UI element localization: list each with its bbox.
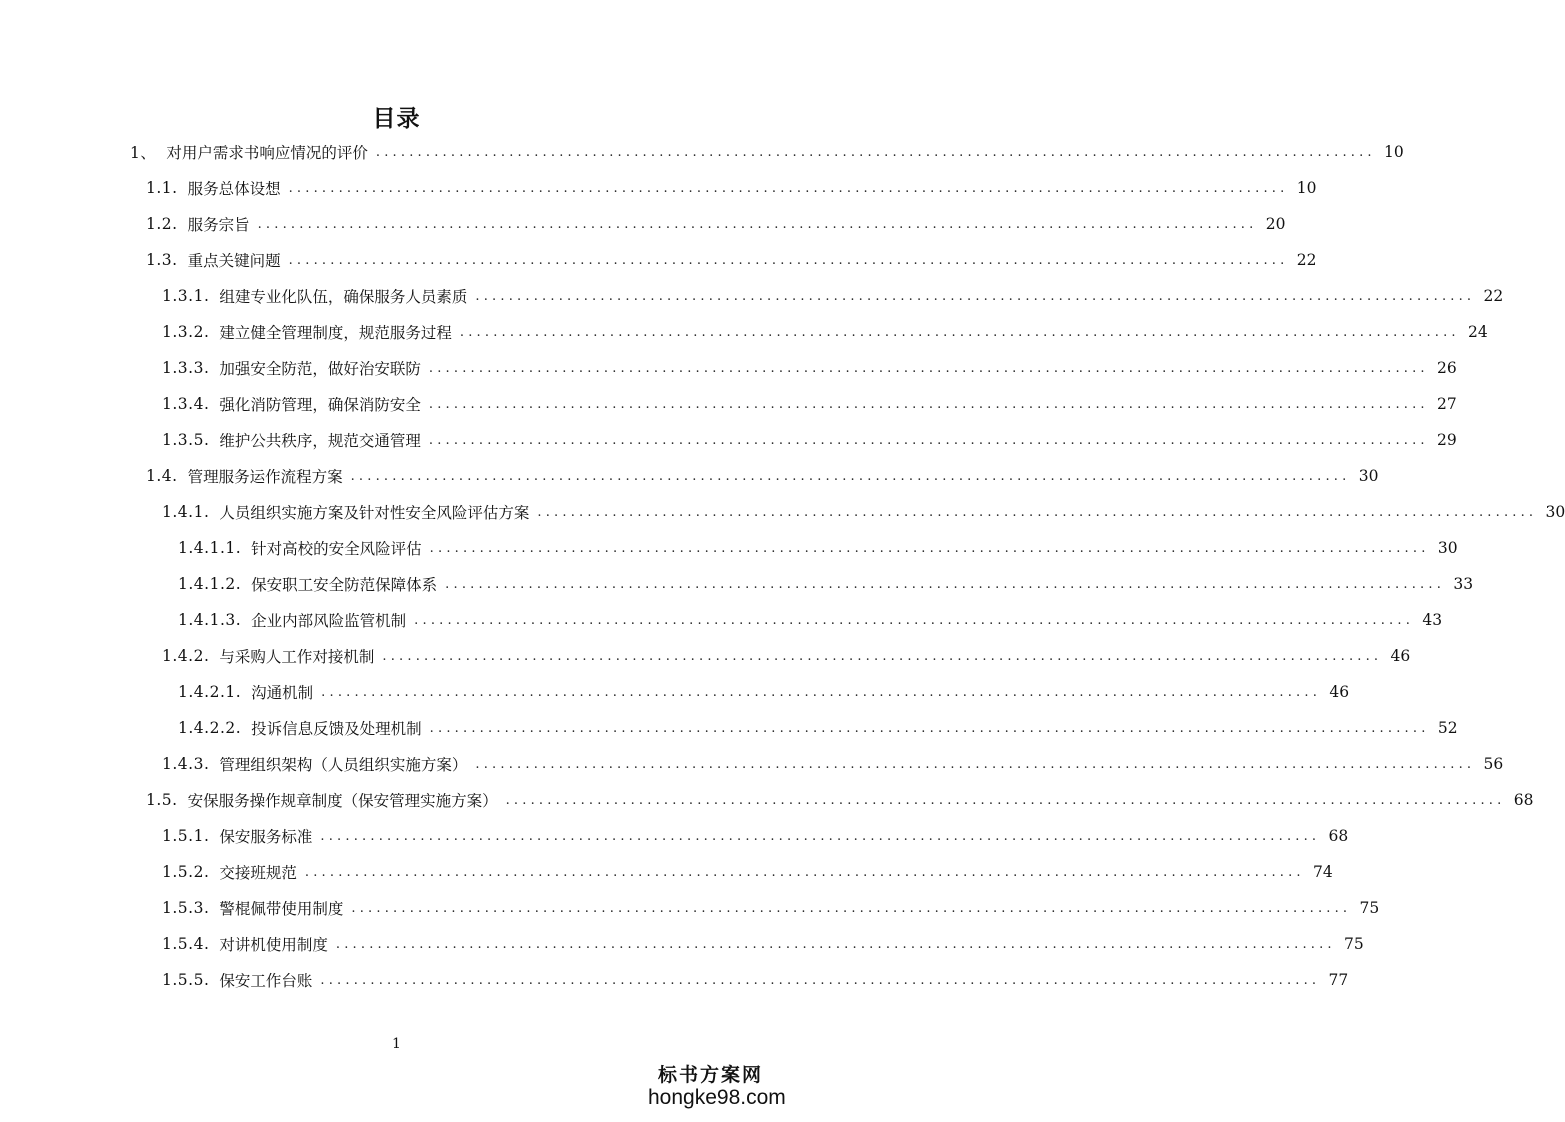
- toc-entry-page: 75: [1359, 899, 1380, 917]
- toc-entry-title: 保安服务标准: [219, 828, 313, 846]
- toc-entry-title: 人员组织实施方案及针对性安全风险评估方案: [219, 504, 530, 522]
- toc-entry-title: 警棍佩带使用制度: [219, 900, 344, 918]
- toc-leader-dots: ........................................................................................................................: [428, 432, 1429, 448]
- toc-entry-page: 68: [1513, 791, 1534, 809]
- toc-entry-title: 强化消防管理，确保消防安全: [219, 396, 421, 414]
- toc-entry-title: 组建专业化队伍，确保服务人员素质: [219, 288, 468, 306]
- toc-entry[interactable]: [162, 962, 1349, 998]
- toc-entry-number: 1.4.2.2.: [178, 719, 242, 737]
- toc-leader-dots: ........................................................................................................................: [414, 612, 1415, 628]
- toc-entry[interactable]: [146, 458, 1379, 494]
- toc-entry-number: 1.5.: [146, 791, 178, 809]
- toc-entry-number: 1.4.2.1.: [178, 683, 242, 701]
- toc-entry-number: 1.4.2.: [162, 647, 210, 665]
- toc-entry-page: 43: [1422, 611, 1443, 629]
- toc-leader-dots: ........................................................................................................................: [429, 540, 1430, 556]
- toc-entry-title: 管理服务运作流程方案: [187, 468, 343, 486]
- toc-entry[interactable]: [162, 314, 1488, 350]
- toc-entry-number: 1.3.5.: [162, 431, 210, 449]
- toc-entry[interactable]: [178, 710, 1458, 746]
- toc-leader-dots: ........................................................................................................................: [475, 288, 1476, 304]
- toc-entry-title: 沟通机制: [251, 684, 314, 702]
- toc-entry-number: 1.4.: [146, 467, 178, 485]
- toc-entry-number: 1.5.4.: [162, 935, 210, 953]
- toc-leader-dots: ........................................................................................................................: [350, 468, 1351, 484]
- page-number: 1: [392, 1036, 401, 1052]
- toc-entry-number: 1.5.3.: [162, 899, 210, 917]
- toc-entry[interactable]: [178, 674, 1350, 710]
- toc-entry-page: 75: [1344, 935, 1364, 953]
- toc-entry-title: 安保服务操作规章制度（保安管理实施方案）: [187, 792, 498, 810]
- toc-entry[interactable]: [162, 926, 1364, 962]
- toc-entry-page: 46: [1390, 647, 1411, 665]
- toc-entry-number: 1.4.1.1.: [178, 539, 242, 557]
- toc-entry-number: 1.5.5.: [162, 971, 210, 989]
- toc-entry-title: 交接班规范: [219, 864, 297, 882]
- toc-entry[interactable]: [162, 386, 1457, 422]
- toc-entry[interactable]: [178, 566, 1474, 602]
- toc-leader-dots: ........................................................................................................................: [445, 576, 1446, 592]
- toc-leader-dots: ........................................................................................................................: [304, 864, 1305, 880]
- toc-entry-page: 30: [1437, 539, 1458, 557]
- toc-leader-dots: ........................................................................................................................: [320, 828, 1321, 844]
- toc-leader-dots: ........................................................................................................................: [257, 216, 1258, 232]
- toc-entry-title: 加强安全防范，做好治安联防: [219, 360, 421, 378]
- toc-entry-page: 22: [1296, 251, 1317, 269]
- toc-entry-title: 建立健全管理制度，规范服务过程: [219, 324, 452, 342]
- toc-entry-number: 1.3.3.: [162, 359, 210, 377]
- toc-entry-title: 对用户需求书响应情况的评价: [166, 144, 368, 162]
- toc-entry-number: 1.4.3.: [162, 755, 210, 773]
- toc-entry[interactable]: [162, 854, 1333, 890]
- toc-entry-title: 重点关键问题: [187, 252, 281, 270]
- toc-entry-page: 74: [1313, 863, 1333, 881]
- toc-leader-dots: ........................................................................................................................: [428, 360, 1429, 376]
- toc-entry-number: 1.4.1.3.: [178, 611, 242, 629]
- toc-entry-page: 24: [1468, 323, 1488, 341]
- toc-leader-dots: ........................................................................................................................: [537, 504, 1538, 520]
- toc-entry-number: 1.2.: [146, 215, 178, 233]
- toc-entry[interactable]: [162, 494, 1565, 530]
- toc-entry-page: 29: [1437, 431, 1457, 449]
- toc-entry-page: 68: [1328, 827, 1349, 845]
- toc-entry[interactable]: [162, 350, 1457, 386]
- toc-entry[interactable]: [162, 422, 1457, 458]
- toc-entry-title: 服务总体设想: [187, 180, 281, 198]
- toc-entry[interactable]: [162, 818, 1349, 854]
- toc-entry[interactable]: [178, 530, 1458, 566]
- toc-entry-title: 投诉信息反馈及处理机制: [251, 720, 422, 738]
- toc-entry-page: 33: [1453, 575, 1474, 593]
- toc-entry-title: 服务宗旨: [187, 216, 250, 234]
- toc-entry-page: 20: [1265, 215, 1286, 233]
- toc-leader-dots: ........................................................................................................................: [351, 900, 1352, 916]
- toc-entry-number: 1.3.1.: [162, 287, 210, 305]
- toc-entry-page: 22: [1483, 287, 1504, 305]
- toc-leader-dots: ........................................................................................................................: [335, 936, 1336, 952]
- toc-entry-title: 管理组织架构（人员组织实施方案）: [219, 756, 468, 774]
- toc-entry-page: 27: [1437, 395, 1457, 413]
- toc-entry-number: 1.3.2.: [162, 323, 210, 341]
- watermark-url: hongke98.com: [648, 1086, 786, 1109]
- toc-leader-dots: ........................................................................................................................: [382, 648, 1383, 664]
- toc-entry-number: 1.4.1.: [162, 503, 210, 521]
- toc-leader-dots: ........................................................................................................................: [321, 684, 1322, 700]
- toc-entry[interactable]: [162, 890, 1380, 926]
- toc-entry-title: 对讲机使用制度: [219, 936, 328, 954]
- toc-entry-number: 1.5.2.: [162, 863, 210, 881]
- toc-entry[interactable]: [162, 746, 1504, 782]
- toc-entry-number: 1.3.4.: [162, 395, 210, 413]
- toc-title: 目录: [372, 106, 421, 132]
- toc-entry-page: 10: [1384, 143, 1404, 161]
- toc-leader-dots: ........................................................................................................................: [375, 144, 1376, 160]
- toc-entry-number: 1.3.: [146, 251, 178, 269]
- watermark-name: 标书方案网: [658, 1064, 764, 1086]
- toc-entry-page: 30: [1545, 503, 1565, 521]
- toc-entry-title: 保安工作台账: [219, 972, 313, 990]
- toc-entry-title: 保安职工安全防范保障体系: [251, 576, 438, 594]
- toc-entry[interactable]: [146, 782, 1534, 818]
- toc-entry-title: 针对高校的安全风险评估: [251, 540, 422, 558]
- toc-leader-dots: ........................................................................................................................: [288, 252, 1289, 268]
- toc-entry-page: 30: [1358, 467, 1379, 485]
- toc-entry-page: 46: [1329, 683, 1350, 701]
- toc-entry[interactable]: [162, 278, 1504, 314]
- toc-entry-number: 1.1.: [146, 179, 178, 197]
- toc-leader-dots: ........................................................................................................................: [505, 792, 1506, 808]
- toc-entry-page: 77: [1328, 971, 1349, 989]
- toc-entry[interactable]: [162, 638, 1411, 674]
- toc-entry-page: 56: [1483, 755, 1504, 773]
- toc-entry-number: 1.5.1.: [162, 827, 210, 845]
- toc-leader-dots: ........................................................................................................................: [288, 180, 1289, 196]
- toc-leader-dots: ........................................................................................................................: [428, 396, 1429, 412]
- toc-entry-page: 10: [1296, 179, 1317, 197]
- toc-entry[interactable]: [146, 242, 1317, 278]
- toc-entry[interactable]: [146, 206, 1286, 242]
- toc-entry-page: 26: [1437, 359, 1457, 377]
- toc-entry-number: 1、: [130, 144, 157, 162]
- toc-entry[interactable]: [178, 602, 1443, 638]
- toc-entry-number: 1.4.1.2.: [178, 575, 242, 593]
- toc-leader-dots: ........................................................................................................................: [475, 756, 1476, 772]
- toc-leader-dots: ........................................................................................................................: [320, 972, 1321, 988]
- toc-entry[interactable]: [146, 170, 1317, 206]
- toc-leader-dots: ........................................................................................................................: [459, 324, 1460, 340]
- toc-entry-page: 52: [1437, 719, 1458, 737]
- toc-entry[interactable]: [130, 134, 1404, 170]
- toc-entry-title: 企业内部风险监管机制: [251, 612, 407, 630]
- toc-entry-title: 与采购人工作对接机制: [219, 648, 375, 666]
- toc-leader-dots: ........................................................................................................................: [429, 720, 1430, 736]
- toc-entry-title: 维护公共秩序，规范交通管理: [219, 432, 421, 450]
